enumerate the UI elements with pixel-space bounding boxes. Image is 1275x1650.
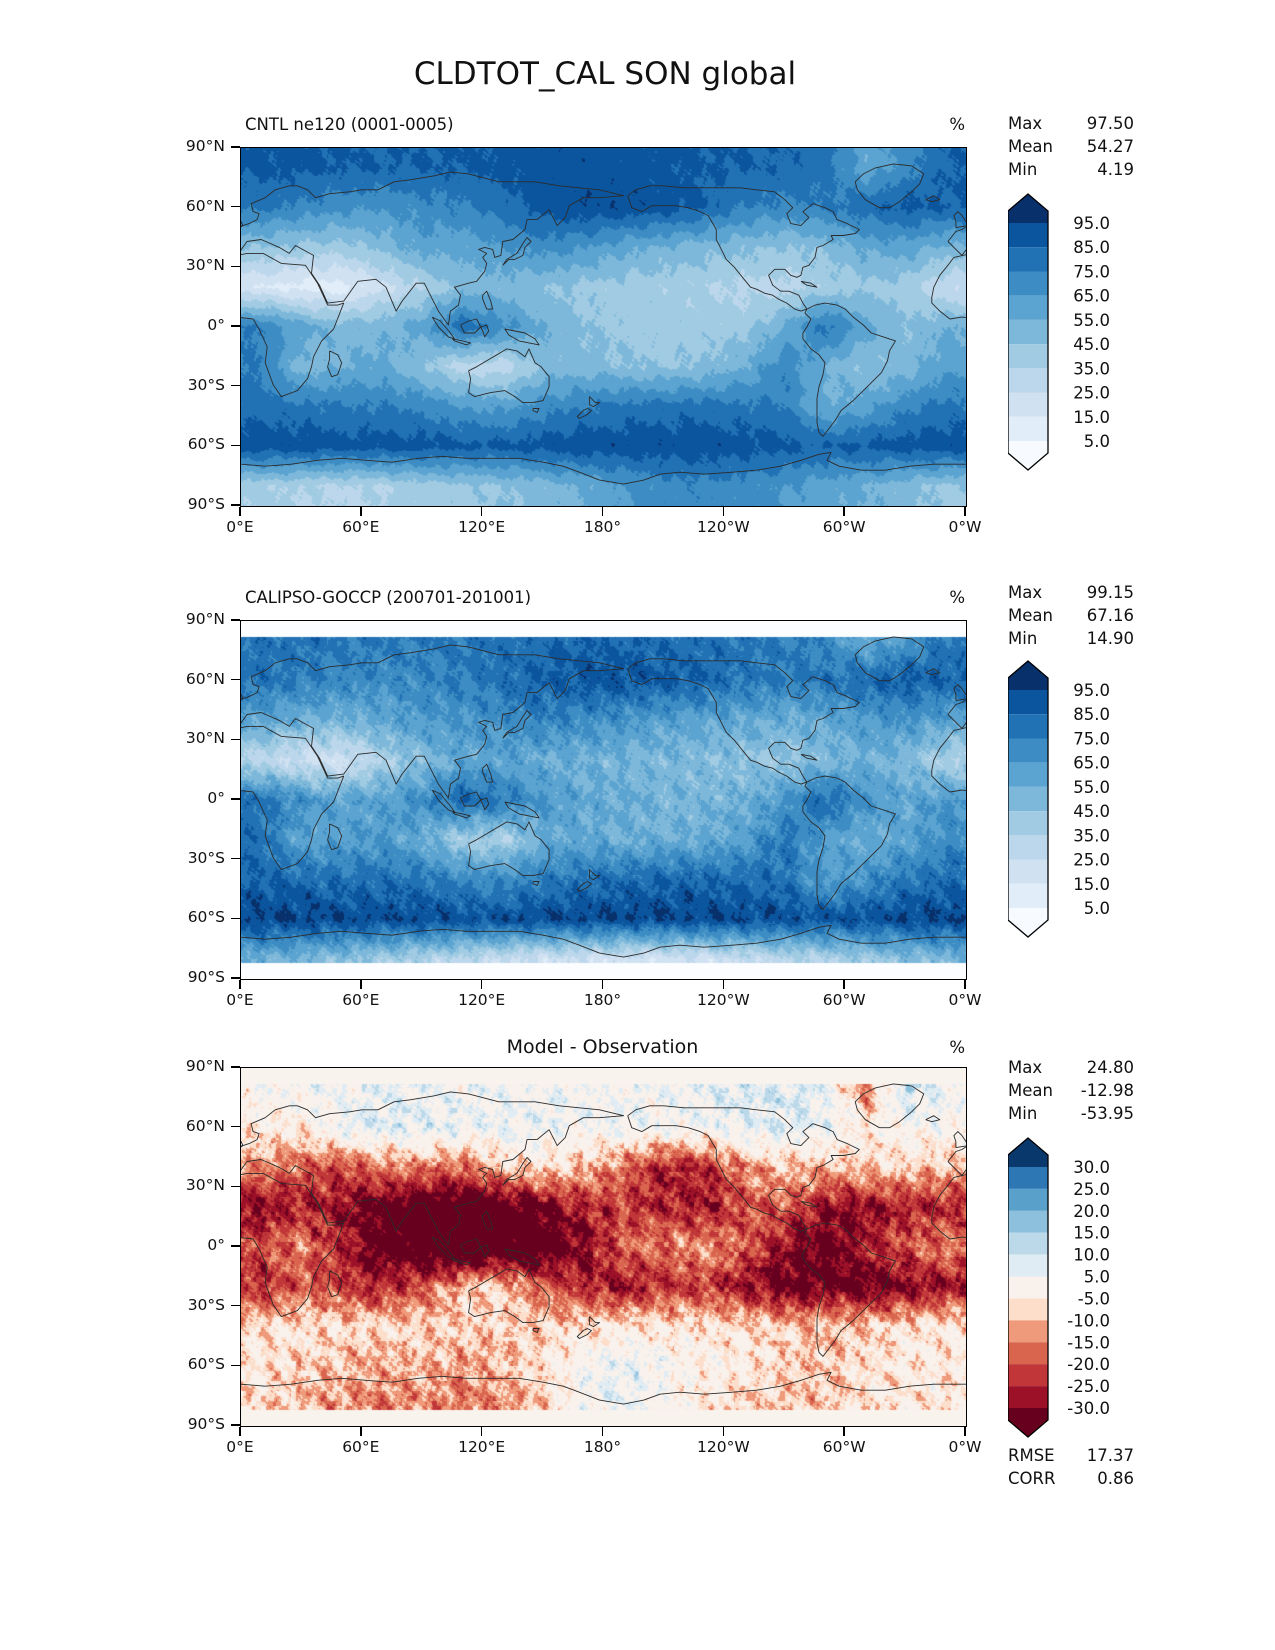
x-tick-label: 120°E <box>458 1438 506 1456</box>
colorbar-model <box>1008 193 1128 475</box>
stat-label: RMSE <box>1008 1446 1055 1465</box>
colorbar-tick-label: 55.0 <box>1073 777 1110 797</box>
colorbar-band <box>1008 1189 1048 1211</box>
colorbar-tick-label: 25.0 <box>1073 850 1110 870</box>
colorbar-tick-label: 85.0 <box>1073 238 1110 258</box>
stats-difference <box>1008 1056 1134 1125</box>
y-tick-label: 60°S <box>187 908 225 927</box>
stat-value: 54.27 <box>1086 137 1134 156</box>
stat-value: -53.95 <box>1080 1104 1134 1123</box>
x-tick-mark <box>239 507 241 516</box>
colorbar-tick-label: 5.0 <box>1083 432 1110 451</box>
y-tick-label: 30°N <box>185 256 225 275</box>
colorbar-tick-label: 45.0 <box>1073 335 1110 355</box>
colorbar-band <box>1008 1211 1048 1233</box>
x-tick-mark <box>723 1427 725 1436</box>
y-tick-mark <box>231 325 240 327</box>
colorbar-band <box>1008 296 1048 320</box>
x-tick-mark <box>360 507 362 516</box>
colorbar-band <box>1008 714 1048 738</box>
x-tick-mark <box>843 980 845 989</box>
colorbar-tick-label: 65.0 <box>1073 753 1110 773</box>
colorbar-band <box>1008 247 1048 271</box>
panel1-unit: % <box>949 115 965 134</box>
colorbar-band <box>1008 368 1048 392</box>
x-tick-label: 60°E <box>342 991 380 1009</box>
x-tick-mark <box>723 507 725 516</box>
map-observation <box>240 620 967 980</box>
stat-value: 24.80 <box>1086 1058 1134 1077</box>
x-tick-label: 60°E <box>342 1438 380 1456</box>
y-tick-mark <box>231 1365 240 1367</box>
colorbar-tick-label: 45.0 <box>1073 802 1110 822</box>
stat-value: 0.86 <box>1097 1469 1134 1488</box>
y-tick-mark <box>231 266 240 268</box>
stat-label: Mean <box>1008 606 1053 625</box>
panel1-title: CNTL ne120 (0001-0005) <box>245 115 454 134</box>
stat-value: 14.90 <box>1086 629 1134 648</box>
x-tick-mark <box>239 1427 241 1436</box>
x-tick-label: 0°E <box>226 1438 254 1456</box>
map-difference <box>240 1067 967 1427</box>
colorbar-band <box>1008 1320 1048 1342</box>
colorbar-band <box>1008 1342 1048 1364</box>
x-tick-mark <box>843 507 845 516</box>
colorbar-band <box>1008 1233 1048 1255</box>
coastlines-overlay <box>241 1068 966 1426</box>
colorbar-band <box>1008 271 1048 295</box>
y-tick-label: 30°N <box>185 729 225 748</box>
y-tick-mark <box>231 445 240 447</box>
colorbar-band <box>1008 393 1048 417</box>
x-tick-label: 0°W <box>948 518 982 536</box>
colorbar-band <box>1008 320 1048 344</box>
y-tick-mark <box>231 679 240 681</box>
stat-label: Max <box>1008 583 1043 602</box>
y-tick-mark <box>231 1066 240 1068</box>
colorbar-band <box>1008 763 1048 787</box>
colorbar-band <box>1008 661 1048 690</box>
figure-title: CLDTOT_CAL SON global <box>413 56 797 92</box>
colorbar-tick-label: -20.0 <box>1067 1355 1110 1375</box>
colorbar-tick-label: 85.0 <box>1073 705 1110 725</box>
y-tick-mark <box>231 1126 240 1128</box>
colorbar-tick-label: 25.0 <box>1073 383 1110 403</box>
panel2-title: CALIPSO-GOCCP (200701-201001) <box>245 588 532 607</box>
y-tick-mark <box>231 858 240 860</box>
x-tick-mark <box>481 507 483 516</box>
colorbar-tick-label: 10.0 <box>1073 1245 1110 1265</box>
y-tick-label: 30°S <box>187 848 225 867</box>
y-tick-label: 90°S <box>187 1415 225 1433</box>
stat-label: Mean <box>1008 1081 1053 1100</box>
coastlines-overlay <box>241 621 966 979</box>
x-tick-label: 120°W <box>696 1438 750 1456</box>
y-tick-mark <box>231 619 240 621</box>
colorbar-band <box>1008 690 1048 714</box>
x-tick-mark <box>360 1427 362 1436</box>
x-tick-mark <box>360 980 362 989</box>
colorbar-tick-label: 95.0 <box>1073 681 1110 700</box>
colorbar-tick-label: 55.0 <box>1073 310 1110 330</box>
stat-value: 99.15 <box>1086 583 1134 602</box>
colorbar-band <box>1008 835 1048 859</box>
colorbar-tick-label: 75.0 <box>1073 262 1110 282</box>
y-tick-mark <box>231 1424 240 1426</box>
y-tick-mark <box>231 918 240 920</box>
colorbar-tick-label: -10.0 <box>1067 1311 1110 1331</box>
x-tick-mark <box>964 1427 966 1436</box>
colorbar-tick-label: 30.0 <box>1073 1158 1110 1177</box>
y-tick-mark <box>231 1186 240 1188</box>
colorbar-tick-label: 15.0 <box>1073 1223 1110 1243</box>
colorbar-tick-label: 15.0 <box>1073 407 1110 427</box>
stats-observation <box>1008 581 1134 650</box>
colorbar-tick-label: 15.0 <box>1073 874 1110 894</box>
stat-value: 4.19 <box>1097 160 1134 179</box>
colorbar-band <box>1008 1408 1048 1437</box>
colorbar-band <box>1008 223 1048 247</box>
panel3-title: Model - Observation <box>506 1036 699 1058</box>
colorbar-tick-label: -30.0 <box>1067 1399 1110 1418</box>
coastline-path <box>241 1084 966 1404</box>
x-tick-mark <box>964 980 966 989</box>
colorbar-band <box>1008 1277 1048 1299</box>
stat-label: Min <box>1008 629 1038 648</box>
x-tick-label: 0°E <box>226 518 254 536</box>
x-tick-label: 0°W <box>948 991 982 1009</box>
y-tick-label: 60°N <box>185 669 225 688</box>
y-tick-label: 30°S <box>187 1295 225 1314</box>
colorbar-tick-label: 20.0 <box>1073 1201 1110 1221</box>
y-tick-mark <box>231 798 240 800</box>
stat-value: 17.37 <box>1086 1446 1134 1465</box>
y-tick-mark <box>231 206 240 208</box>
x-tick-label: 120°W <box>696 518 750 536</box>
y-tick-label: 60°N <box>185 196 225 215</box>
colorbar-obs <box>1008 660 1128 942</box>
colorbar-band <box>1008 344 1048 368</box>
x-tick-mark <box>481 980 483 989</box>
coastlines-overlay <box>241 148 966 506</box>
x-tick-mark <box>602 507 604 516</box>
colorbar-tick-label: 95.0 <box>1073 214 1110 233</box>
x-tick-mark <box>602 1427 604 1436</box>
y-tick-label: 0° <box>207 789 225 807</box>
y-tick-label: 90°N <box>185 610 225 628</box>
stat-value: -12.98 <box>1080 1081 1134 1100</box>
x-tick-label: 0°E <box>226 991 254 1009</box>
colorbar-tick-label: -15.0 <box>1067 1333 1110 1353</box>
x-tick-mark <box>843 1427 845 1436</box>
y-tick-mark <box>231 504 240 506</box>
colorbar-band <box>1008 417 1048 441</box>
y-tick-label: 60°S <box>187 435 225 454</box>
x-tick-label: 180° <box>583 991 622 1009</box>
colorbar-tick-label: 35.0 <box>1073 826 1110 846</box>
colorbar-tick-label: 35.0 <box>1073 359 1110 379</box>
y-tick-mark <box>231 739 240 741</box>
x-tick-label: 120°E <box>458 518 506 536</box>
colorbar-band <box>1008 908 1048 937</box>
coastline-path <box>241 637 966 957</box>
coastline-path <box>241 164 966 484</box>
x-tick-label: 120°E <box>458 991 506 1009</box>
colorbar-diff <box>1008 1137 1128 1442</box>
x-tick-label: 180° <box>583 1438 622 1456</box>
y-tick-mark <box>231 146 240 148</box>
stats-model <box>1008 112 1134 181</box>
x-tick-label: 120°W <box>696 991 750 1009</box>
y-tick-label: 30°S <box>187 375 225 394</box>
stat-label: Mean <box>1008 137 1053 156</box>
y-tick-mark <box>231 977 240 979</box>
y-tick-label: 90°S <box>187 495 225 513</box>
x-tick-mark <box>964 507 966 516</box>
colorbar-band <box>1008 194 1048 223</box>
colorbar-band <box>1008 1138 1048 1167</box>
colorbar-band <box>1008 787 1048 811</box>
colorbar-band <box>1008 1298 1048 1320</box>
colorbar-band <box>1008 811 1048 835</box>
colorbar-band <box>1008 860 1048 884</box>
y-tick-label: 90°S <box>187 968 225 986</box>
colorbar-band <box>1008 1167 1048 1189</box>
map-model <box>240 147 967 507</box>
x-tick-label: 60°E <box>342 518 380 536</box>
y-tick-label: 90°N <box>185 137 225 155</box>
x-tick-label: 60°W <box>822 991 866 1009</box>
x-tick-mark <box>602 980 604 989</box>
colorbar-band <box>1008 1255 1048 1277</box>
stats-rmse-corr <box>1008 1444 1134 1490</box>
colorbar-band <box>1008 1364 1048 1386</box>
stat-value: 97.50 <box>1086 114 1134 133</box>
x-tick-mark <box>481 1427 483 1436</box>
stat-label: Min <box>1008 160 1038 179</box>
x-tick-label: 60°W <box>822 518 866 536</box>
colorbar-tick-label: -25.0 <box>1067 1377 1110 1397</box>
stat-value: 67.16 <box>1086 606 1134 625</box>
y-tick-label: 90°N <box>185 1057 225 1075</box>
y-tick-mark <box>231 385 240 387</box>
y-tick-label: 60°S <box>187 1355 225 1374</box>
panel2-unit: % <box>949 588 965 607</box>
colorbar-tick-label: 5.0 <box>1083 899 1110 918</box>
colorbar-band <box>1008 738 1048 762</box>
x-tick-label: 180° <box>583 518 622 536</box>
x-tick-mark <box>723 980 725 989</box>
colorbar-tick-label: 65.0 <box>1073 286 1110 306</box>
stat-label: Max <box>1008 1058 1043 1077</box>
colorbar-band <box>1008 884 1048 908</box>
x-tick-label: 0°W <box>948 1438 982 1456</box>
colorbar-tick-label: 5.0 <box>1083 1267 1110 1287</box>
x-tick-label: 60°W <box>822 1438 866 1456</box>
y-tick-label: 60°N <box>185 1116 225 1135</box>
colorbar-tick-label: -5.0 <box>1077 1289 1110 1309</box>
y-tick-label: 0° <box>207 1236 225 1254</box>
stat-label: Min <box>1008 1104 1038 1123</box>
colorbar-band <box>1008 441 1048 470</box>
stat-label: Max <box>1008 114 1043 133</box>
y-tick-label: 0° <box>207 316 225 334</box>
colorbar-tick-label: 25.0 <box>1073 1179 1110 1199</box>
panel3-unit: % <box>949 1038 965 1057</box>
x-tick-mark <box>239 980 241 989</box>
colorbar-band <box>1008 1386 1048 1408</box>
colorbar-tick-label: 75.0 <box>1073 729 1110 749</box>
y-tick-label: 30°N <box>185 1176 225 1195</box>
y-tick-mark <box>231 1245 240 1247</box>
y-tick-mark <box>231 1305 240 1307</box>
stat-label: CORR <box>1008 1469 1056 1488</box>
